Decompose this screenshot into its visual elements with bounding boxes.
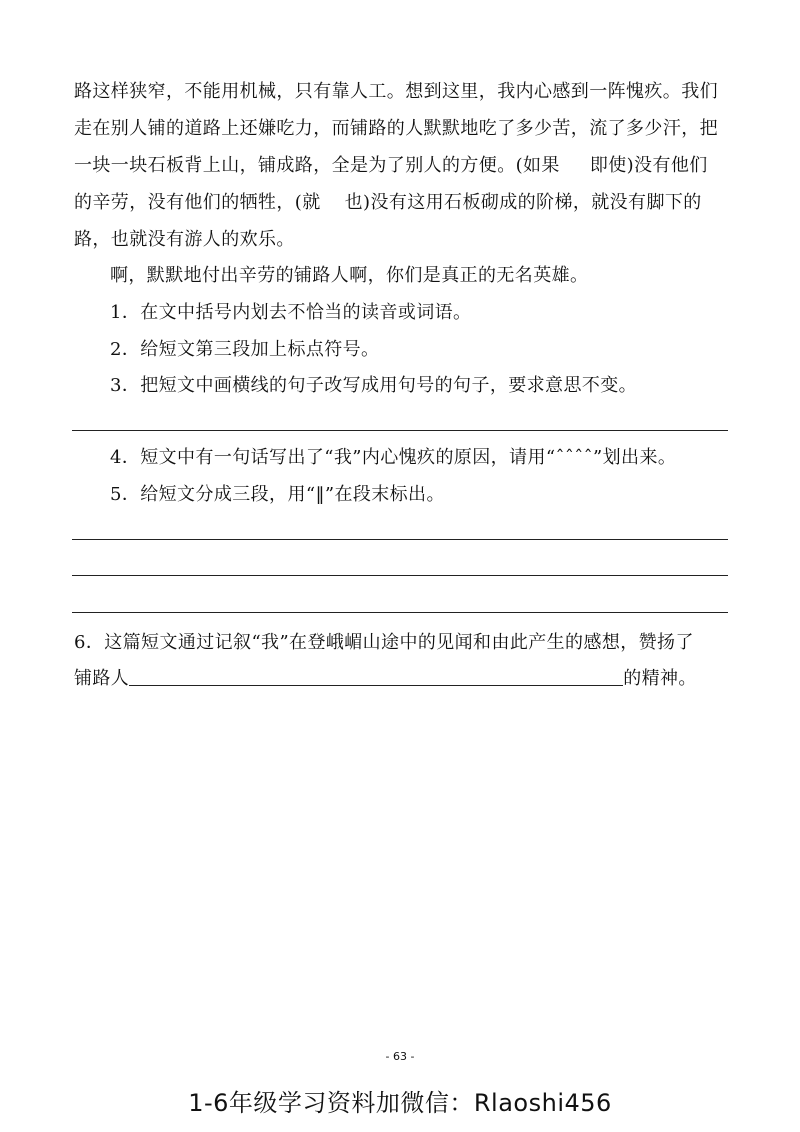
question-6-blank[interactable] — [129, 667, 623, 686]
question-1: 1．在文中括号内划去不恰当的读音或词语。 — [110, 302, 472, 323]
footer-contact: 1-6年级学习资料加微信：Rlaoshi456 — [188, 1089, 612, 1117]
passage-line-3 — [74, 153, 708, 179]
question-5: 5．给短文分成三段，用“‖”在段末标出。 — [110, 484, 445, 505]
question-3: 3．把短文中画横线的句子改写成用句号的句子，要求意思不变。 — [110, 375, 638, 396]
question-6-suffix: 的精神。 — [623, 668, 697, 689]
passage-line-3-part-b: 即使)没有他们 — [589, 155, 708, 176]
answer-line-1[interactable] — [72, 539, 728, 540]
answer-line-q3[interactable] — [72, 430, 728, 431]
passage-line-6: 啊，默默地付出辛劳的铺路人啊，你们是真正的无名英雄。 — [110, 265, 589, 286]
question-2: 2．给短文第三段加上标点符号。 — [110, 339, 380, 360]
question-4: 4．短文中有一句话写出了“我”内心愧疚的原因，请用“ˆˆˆˆ”划出来。 — [110, 447, 677, 468]
question-6-line-1: 6．这篇短文通过记叙“我”在登峨嵋山途中的见闻和由此产生的感想，赞扬了 — [74, 632, 694, 653]
passage-line-3-part-a: 一块一块石板背上山，铺成路，全是为了别人的方便。(如果 — [74, 155, 560, 176]
question-6-prefix: 铺路人 — [74, 668, 130, 689]
passage-line-4-part-b: 也)没有这用石板砌成的阶梯，就没有脚下的 — [344, 192, 702, 213]
answer-line-3[interactable] — [72, 612, 728, 613]
passage-line-4-part-a: 的辛劳，没有他们的牺牲，(就 — [74, 192, 321, 213]
answer-line-2[interactable] — [72, 575, 728, 576]
page-number: - 63 - — [385, 1050, 415, 1063]
passage-line-5: 路，也就没有游人的欢乐。 — [74, 229, 295, 250]
passage-line-4 — [74, 190, 702, 216]
passage-line-2: 走在别人铺的道路上还嫌吃力，而铺路的人默默地吃了多少苦，流了多少汗，把 — [74, 118, 718, 139]
passage-line-1: 路这样狭窄，不能用机械，只有靠人工。想到这里，我内心感到一阵愧疚。我们 — [74, 81, 718, 102]
question-6-line-2 — [74, 666, 697, 692]
